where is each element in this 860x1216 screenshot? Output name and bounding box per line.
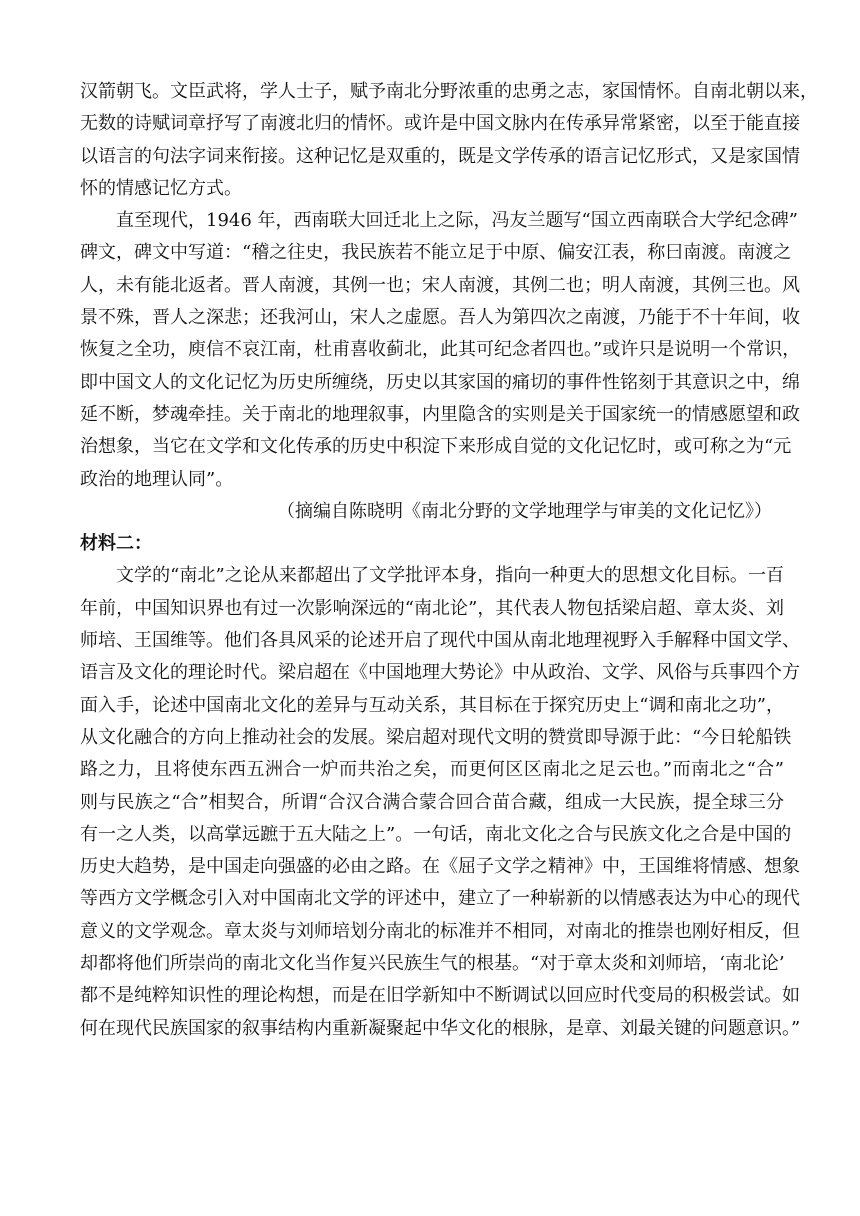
paragraph-3 (80, 560, 801, 1044)
text-line: 则与民族之“合”相契合，所谓“合汉合满合蒙合回合苗合藏，组成一大民族，提全球三分 (80, 791, 784, 813)
text-line: 延不断，梦魂牵挂。关于南北的地理叙事，内里隐含的实则是关于国家统一的情感愿望和政 (80, 403, 800, 425)
text-line: 碑文，碑文中写道：“稽之往史，我民族若不能立足于中原、偏安江表，称曰南渡。南渡之 (80, 242, 792, 264)
text-line: 以语言的句法字词来衔接。这种记忆是双重的，既是文学传承的语言记忆形式，又是家国情 (80, 145, 800, 167)
text-line: 汉箭朝飞。文臣武将，学人士子，赋予南北分野浓重的忠勇之志，家国情怀。自南北朝以来， (80, 81, 818, 102)
text-line: 政治的地理认同”。 (80, 468, 234, 490)
text-line: 师培、王国维等。他们各具风采的论述开启了现代中国从南北地理视野入手解释中国文学、 (80, 630, 800, 652)
text-line: 无数的诗赋词章抒写了南渡北归的情怀。或许是中国文脉内在传承异常紧密，以至于能直接 (80, 113, 800, 135)
document-page (80, 76, 818, 1045)
text-line: 直至现代，1946 年，西南联大回迁北上之际，冯友兰题写“国立西南联合大学纪念碑” (116, 210, 798, 232)
text-line: 等西方文学概念引入对中国南北文学的评述中，建立了一种崭新的以情感表达为中心的现代 (80, 888, 800, 910)
text-line: 文学的“南北”之论从来都超出了文学批评本身，指向一种更大的思想文化目标。一百 (116, 565, 784, 587)
text-line: 却都将他们所崇尚的南北文化当作复兴民族生气的根基。“对于章太炎和刘师培，‘南北论’ (80, 953, 785, 975)
text-line: 从文化融合的方向上推动社会的发展。梁启超对现代文明的赞赏即导源于此：“今日轮船铁 (80, 726, 792, 748)
paragraph-1 (80, 76, 818, 205)
text-line: 恢复之全功，庾信不哀江南，杜甫喜收蓟北，此其可纪念者四也。”或许只是说明一个常识， (80, 339, 801, 361)
text-line: 都不是纯粹知识性的理论构想，而是在旧学新知中不断调试以回应时代变局的积极尝试。如 (80, 985, 800, 1007)
paragraph-2 (80, 205, 801, 496)
text-line: 有一之人类，以高掌远蹠于五大陆之上”。一句话，南北文化之合与民族文化之合是中国的 (80, 823, 792, 845)
text-line: 年前，中国知识界也有过一次影响深远的“南北论”，其代表人物包括梁启超、章太炎、刘 (80, 597, 784, 619)
text-line: 历史大趋势，是中国走向强盛的必由之路。在《屈子文学之精神》中，王国维将情感、想象 (80, 856, 800, 878)
text-line: 意义的文学观念。章太炎与刘师培划分南北的标准并不相同，对南北的推崇也刚好相反，但 (80, 920, 800, 942)
section-heading: 材料二： (80, 533, 152, 555)
text-line: 人，未有能北返者。晋人南渡，其例一也；宋人南渡，其例二也；明人南渡，其例三也。风 (80, 274, 800, 296)
text-line: 即中国文人的文化记忆为历史所缠绕，历史以其家国的痛切的事件性铭刻于其意识之中，绵 (80, 371, 800, 393)
text-line: 语言及文化的理论时代。梁启超在《中国地理大势论》中从政治、文学、风俗与兵事四个方 (80, 662, 800, 684)
text-line: 景不殊，晋人之深悲；还我河山，宋人之虚愿。吾人为第四次之南渡，乃能于不十年间，收 (80, 307, 800, 329)
source-citation: （摘编自陈晓明《南北分野的文学地理学与审美的文化记忆》） (277, 500, 772, 522)
text-line: 治想象，当它在文学和文化传承的历史中积淀下来形成自觉的文化记忆时，或可称之为“元 (80, 436, 792, 458)
text-line: 面入手，论述中国南北文化的差异与互动关系，其目标在于探究历史上“调和南北之功”， (80, 694, 784, 716)
text-line: 路之力，且将使东西五洲合一炉而共治之矣，而更何区区南北之足云也。”而南北之“合” (80, 759, 784, 781)
text-line: 怀的情感记忆方式。 (80, 177, 242, 199)
text-line: 何在现代民族国家的叙事结构内重新凝聚起中华文化的根脉，是章、刘最关键的问题意识。” (80, 1017, 801, 1039)
